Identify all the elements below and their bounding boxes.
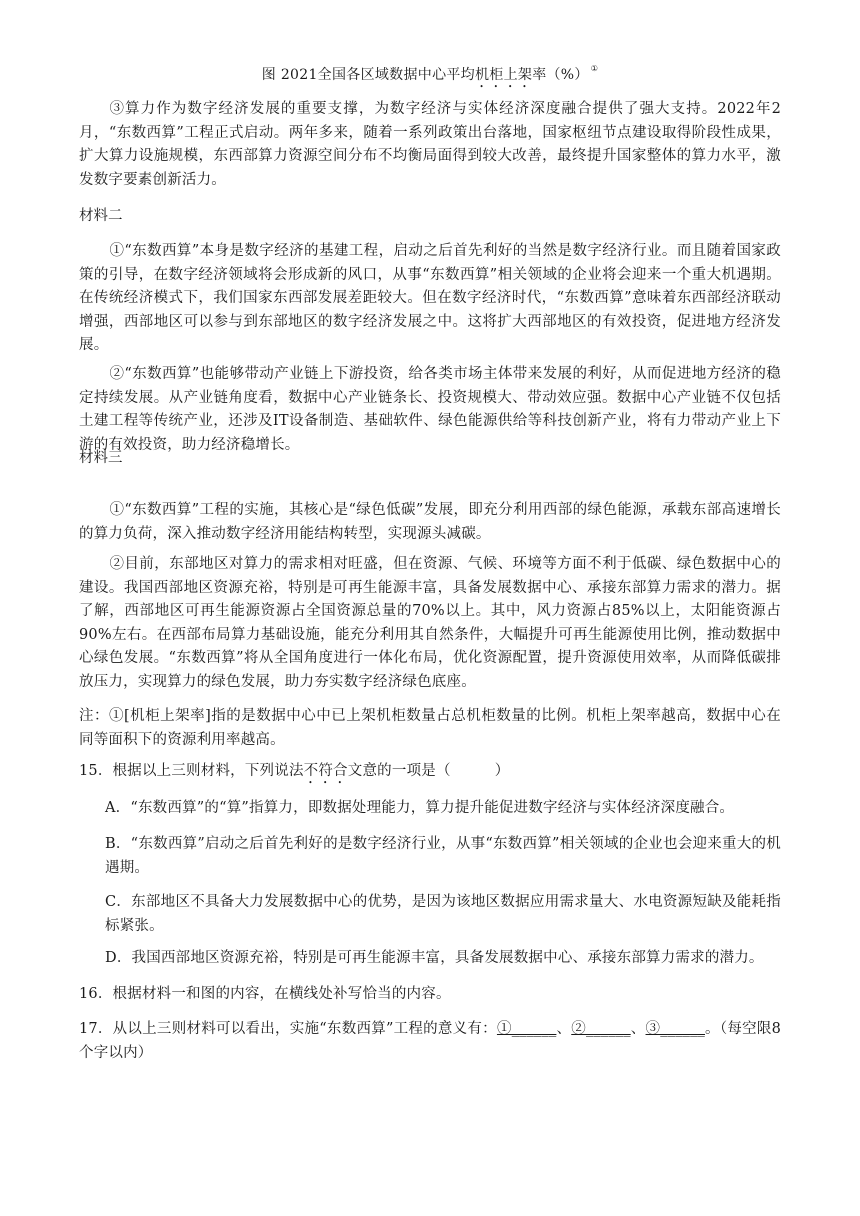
option-d: D．我国西部地区资源充裕，特别是可再生能源丰富，具备发展数据中心、承接东部算力需求的潜力。	[105, 950, 764, 966]
q17-post: 。（每空限8个字以内）	[79, 1021, 782, 1061]
q17-pre: 17．从以上三则材料可以看出，实施“东数西算”工程的意义有：	[79, 1021, 497, 1037]
material1-paragraph-3: ③算力作为数字经济发展的重要支撑，为数字经济与实体经济深度融合提供了强大支持。2022年2月，“东数西算”工程正式启动。两年多来，随着一系列政策出台落地，国家枢纽节点建设取得阶段性成果，扩大算力设施规模，东西部算力资源空间分布不均衡局面得到较大改善，最终提升国家整体的算力水平，激发数字要素创新活力。	[79, 101, 781, 188]
material3-paragraph-2: ②目前，东部地区对算力的需求相对旺盛，但在资源、气候、环境等方面不利于低碳、绿色数据中心的建设。我国西部地区资源充裕，特别是可再生能源丰富，具备发展数据中心、承接东部算力需求的潜力。据了解，西部地区可再生能源资源占全国资源总量的70%以上。其中，风力资源占85%以上，太阳能资源占90%左右。在西部布局算力基础设施，能充分利用其自然条件，大幅提升可再生能源使用比例，推动数据中心绿色发展。“东数西算”将从全国角度进行一体化布局，优化资源配置，提升资源使用效率，从而降低碳排放压力，实现算力的绿色发展，助力夯实数字经济绿色底座。	[79, 556, 781, 690]
footnote: 注：①[机柜上架率]指的是数据中心中已上架机柜数量占总机柜数量的比例。机柜上架率越高，数据中心在同等面积下的资源利用率越高。	[79, 708, 781, 748]
q17-blank-2: ②______	[571, 1021, 631, 1037]
footnote-mark: ①	[590, 64, 599, 73]
material3-paragraph-1: ①“东数西算”工程的实施，其核心是“绿色低碳”发展，即充分利用西部的绿色能源，承载东部高速增长的算力负荷，深入推动数字经济用能结构转型，实现源头减碳。	[79, 502, 781, 542]
q17-sep-1: 、	[556, 1021, 572, 1037]
q17-blank-1: ①______	[496, 1021, 557, 1037]
q17-sep-2: 、	[630, 1021, 646, 1037]
question-16: 16．根据材料一和图的内容，在横线处补写恰当的内容。	[79, 986, 451, 1002]
material2-paragraph-2: ②“东数西算”也能够带动产业链上下游投资，给各类市场主体带来发展的利好，从而促进地方经济的稳定持续发展。从产业链角度看，数据中心产业链条长、投资规模大、带动效应强。数据中心产业链不仅包括土建工程等传统产业，还涉及IT设备制造、基础软件、绿色能源供给等科技创新产业，将有力带动产业上下游的有效投资，助力经济稳增长。	[79, 366, 781, 453]
question-15-stem	[79, 760, 781, 787]
material2-heading: 材料二	[79, 208, 123, 224]
option-c: C．东部地区不具备大力发展数据中心的优势，是因为该地区数据应用需求量大、水电资源短缺及能耗指标紧张。	[105, 894, 781, 934]
q17-blank-3: ③______	[645, 1021, 705, 1037]
caption-suffix: 率（%）	[532, 67, 589, 83]
q15-stem-emphasis: 不符合	[303, 763, 348, 779]
material2-paragraph-1: ①“东数西算”本身是数字经济的基建工程，启动之后首先利好的当然是数字经济行业。而且随着国家政策的引导，在数字经济领域将会形成新的风口，从事“东数西算”相关领域的企业将会迎来一个重大机遇期。在传统经济模式下，我们国家东西部发展差距较大。但在数字经济时代，“东数西算”意味着东西部经济联动增强，西部地区可以参与到东部地区的数字经济发展之中。这将扩大西部地区的有效投资，促进地方经济发展。	[79, 243, 781, 353]
q15-stem-post: 文意的一项是（ ）	[347, 763, 510, 779]
material3-heading: 材料三	[79, 450, 123, 466]
option-a: A．“东数西算”的“算”指算力，即数据处理能力，算力提升能促进数字经济与实体经济深度融合。	[105, 800, 735, 816]
option-b: B．“东数西算”启动之后首先利好的是数字经济行业，从事“东数西算”相关领域的企业也会迎来重大的机遇期。	[105, 836, 781, 876]
caption-prefix: 图 2021全国各区域数据中心平均	[261, 67, 475, 83]
figure-caption	[79, 64, 781, 91]
question-17	[79, 1018, 781, 1065]
q15-stem-pre: 15．根据以上三则材料，下列说法	[79, 763, 304, 779]
caption-dotted: 机柜上架	[474, 67, 533, 83]
